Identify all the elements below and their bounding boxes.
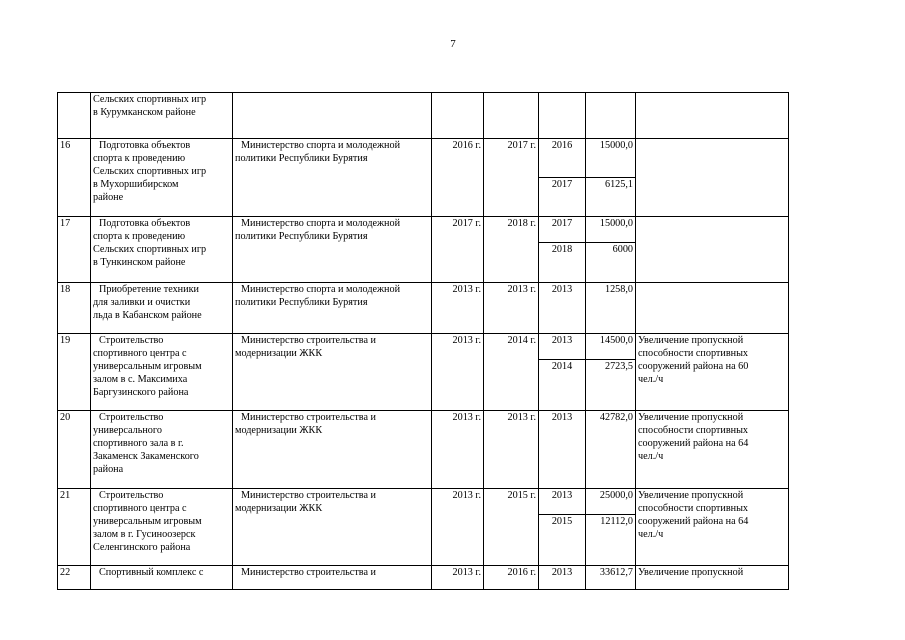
funding-amount-cell: 2723,5 (586, 360, 636, 411)
executor-line: модернизации ЖКК (235, 425, 323, 436)
executor-cell (233, 489, 432, 566)
executor-line: Министерство строительства и (241, 412, 376, 423)
program-table (57, 92, 789, 590)
table-row (58, 334, 789, 360)
start-year-cell: 2013 г. (432, 566, 484, 590)
executor-cell (233, 283, 432, 334)
measure-name-cell (91, 566, 233, 590)
measure-name-line: Сельских спортивных игр (93, 166, 207, 177)
measure-name-line: для заливки и очистки (93, 297, 191, 308)
measure-name-line: спортивного центра с (93, 348, 187, 359)
measure-name-cell (91, 334, 233, 411)
expected-result-line: способности спортивных (638, 425, 749, 436)
measure-name-cell (91, 283, 233, 334)
measure-name-line: в Тункинском районе (93, 257, 186, 268)
expected-result-cell (636, 489, 789, 566)
funding-amount-cell (586, 93, 636, 139)
row-number-cell: 22 (58, 566, 91, 590)
row-number-cell: 18 (58, 283, 91, 334)
expected-result-cell (636, 93, 789, 139)
row-number-cell: 19 (58, 334, 91, 411)
expected-result-cell (636, 283, 789, 334)
measure-name-line: Подготовка объектов (99, 218, 191, 229)
start-year-cell: 2013 г. (432, 489, 484, 566)
measure-name-line: спорта к проведению (93, 231, 186, 242)
end-year-cell: 2017 г. (484, 139, 539, 217)
funding-amount-cell: 42782,0 (586, 411, 636, 489)
funding-year-cell: 2013 (539, 411, 586, 489)
funding-amount-cell: 33612,7 (586, 566, 636, 590)
page-number: 7 (450, 38, 456, 50)
expected-result-cell (636, 217, 789, 283)
executor-line: модернизации ЖКК (235, 503, 323, 514)
funding-year-cell: 2013 (539, 566, 586, 590)
executor-cell (233, 411, 432, 489)
measure-name-line: Спортивный комплекс с (99, 567, 204, 578)
row-number-cell: 16 (58, 139, 91, 217)
end-year-cell: 2013 г. (484, 283, 539, 334)
funding-amount-cell: 12112,0 (586, 515, 636, 566)
executor-line: модернизации ЖКК (235, 348, 323, 359)
measure-name-line: универсальным игровым (93, 516, 202, 527)
expected-result-line: сооружений района на 64 (638, 438, 749, 449)
executor-line: Министерство строительства и (241, 567, 376, 578)
measure-name-line: Строительство (99, 335, 164, 346)
measure-name-line: Баргузинского района (93, 387, 189, 398)
measure-name-line: Сельских спортивных игр (93, 244, 207, 255)
executor-line: политики Республики Бурятия (235, 297, 368, 308)
measure-name-line: районе (93, 192, 124, 203)
start-year-cell: 2016 г. (432, 139, 484, 217)
expected-result-line: способности спортивных (638, 348, 749, 359)
executor-cell (233, 334, 432, 411)
table-row (58, 217, 789, 243)
funding-year-cell (539, 93, 586, 139)
measure-name-line: спорта к проведению (93, 153, 186, 164)
executor-cell (233, 139, 432, 217)
funding-amount-cell: 6125,1 (586, 178, 636, 217)
measure-name-cell (91, 411, 233, 489)
funding-amount-cell: 15000,0 (586, 139, 636, 178)
funding-amount-cell: 14500,0 (586, 334, 636, 360)
executor-line: Министерство строительства и (241, 490, 376, 501)
funding-year-cell: 2013 (539, 334, 586, 360)
measure-name-line: спортивного зала в г. (93, 438, 184, 449)
end-year-cell: 2015 г. (484, 489, 539, 566)
funding-amount-cell: 25000,0 (586, 489, 636, 515)
measure-name-line: залом в г. Гусиноозерск (93, 529, 196, 540)
measure-name-cell (91, 93, 233, 139)
funding-year-cell: 2017 (539, 178, 586, 217)
expected-result-line: Увеличение пропускной (638, 567, 744, 578)
measure-name-cell (91, 139, 233, 217)
start-year-cell: 2013 г. (432, 411, 484, 489)
measure-name-line: в Курумканском районе (93, 107, 196, 118)
row-number-cell: 21 (58, 489, 91, 566)
measure-name-line: Строительство (99, 490, 164, 501)
funding-year-cell: 2013 (539, 283, 586, 334)
funding-year-cell: 2013 (539, 489, 586, 515)
executor-cell (233, 217, 432, 283)
expected-result-line: сооружений района на 60 (638, 361, 749, 372)
expected-result-line: сооружений района на 64 (638, 516, 749, 527)
measure-name-line: Закаменск Закаменского (93, 451, 199, 462)
start-year-cell: 2013 г. (432, 283, 484, 334)
table-body (58, 93, 789, 590)
executor-line: Министерство строительства и (241, 335, 376, 346)
expected-result-cell (636, 334, 789, 411)
measure-name-cell (91, 489, 233, 566)
executor-line: Министерство спорта и молодежной (241, 284, 401, 295)
end-year-cell (484, 93, 539, 139)
funding-year-cell: 2017 (539, 217, 586, 243)
measure-name-line: залом в с. Максимиха (93, 374, 188, 385)
measure-name-line: района (93, 464, 124, 475)
funding-amount-cell: 15000,0 (586, 217, 636, 243)
funding-year-cell: 2016 (539, 139, 586, 178)
measure-name-cell (91, 217, 233, 283)
funding-year-cell: 2014 (539, 360, 586, 411)
funding-year-cell: 2018 (539, 243, 586, 283)
expected-result-line: чел./ч (638, 374, 664, 385)
funding-amount-cell: 6000 (586, 243, 636, 283)
funding-year-cell: 2015 (539, 515, 586, 566)
measure-name-line: универсальным игровым (93, 361, 202, 372)
measure-name-line: Приобретение техники (99, 284, 199, 295)
measure-name-line: Строительство (99, 412, 164, 423)
expected-result-cell (636, 139, 789, 217)
expected-result-line: Увеличение пропускной (638, 412, 744, 423)
row-number-cell (58, 93, 91, 139)
table-row (58, 139, 789, 178)
expected-result-line: Увеличение пропускной (638, 335, 744, 346)
funding-amount-cell: 1258,0 (586, 283, 636, 334)
measure-name-line: в Мухоршибирском (93, 179, 179, 190)
start-year-cell (432, 93, 484, 139)
end-year-cell: 2013 г. (484, 411, 539, 489)
table-row (58, 566, 789, 590)
row-number-cell: 20 (58, 411, 91, 489)
expected-result-line: чел./ч (638, 529, 664, 540)
measure-name-line: Селенгинского района (93, 542, 191, 553)
executor-line: Министерство спорта и молодежной (241, 140, 401, 151)
executor-cell (233, 566, 432, 590)
table-row (58, 283, 789, 334)
measure-name-line: Подготовка объектов (99, 140, 191, 151)
executor-line: политики Республики Бурятия (235, 231, 368, 242)
measure-name-line: спортивного центра с (93, 503, 187, 514)
executor-cell (233, 93, 432, 139)
table-row (58, 411, 789, 489)
end-year-cell: 2016 г. (484, 566, 539, 590)
measure-name-line: универсального (93, 425, 162, 436)
measure-name-line: льда в Кабанском районе (93, 310, 202, 321)
end-year-cell: 2018 г. (484, 217, 539, 283)
table-row (58, 489, 789, 515)
start-year-cell: 2013 г. (432, 334, 484, 411)
start-year-cell: 2017 г. (432, 217, 484, 283)
executor-line: Министерство спорта и молодежной (241, 218, 401, 229)
expected-result-cell (636, 566, 789, 590)
row-number-cell: 17 (58, 217, 91, 283)
executor-line: политики Республики Бурятия (235, 153, 368, 164)
end-year-cell: 2014 г. (484, 334, 539, 411)
table-row (58, 93, 789, 139)
expected-result-cell (636, 411, 789, 489)
expected-result-line: способности спортивных (638, 503, 749, 514)
expected-result-line: чел./ч (638, 451, 664, 462)
expected-result-line: Увеличение пропускной (638, 490, 744, 501)
measure-name-line: Сельских спортивных игр (93, 94, 207, 105)
